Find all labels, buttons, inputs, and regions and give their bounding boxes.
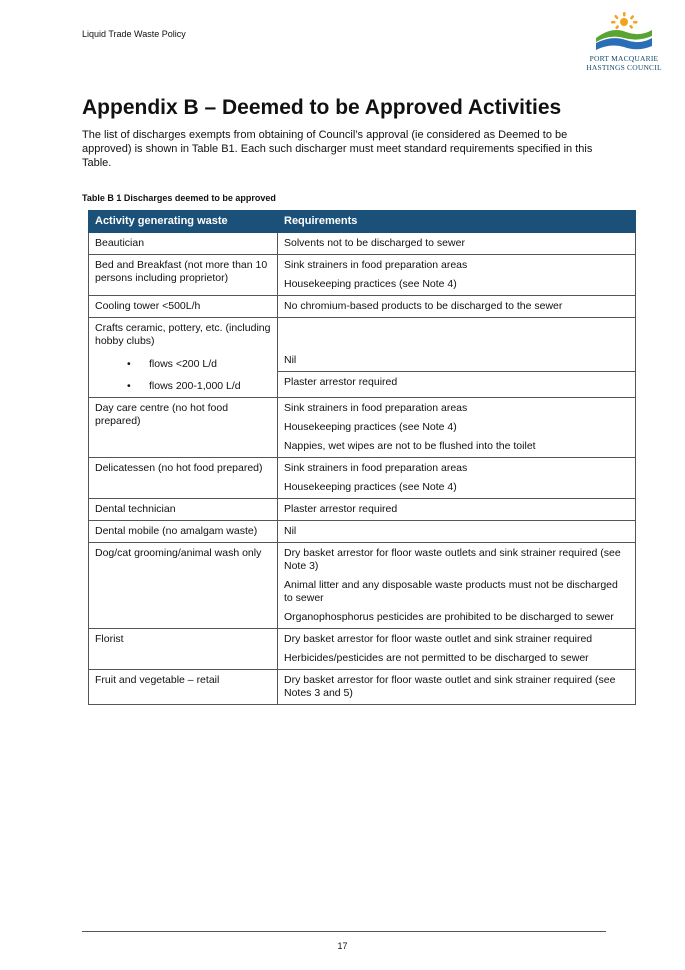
column-header-requirements: Requirements (278, 211, 636, 233)
requirement-item: Sink strainers in food preparation areas (284, 462, 468, 474)
table-row (89, 233, 636, 255)
sub-activity-label: flows <200 L/d (149, 358, 218, 370)
activity-cell (89, 318, 278, 398)
table-header-row (89, 211, 636, 233)
table-row (89, 255, 636, 296)
document-header-title: Liquid Trade Waste Policy (82, 29, 186, 39)
requirement-item: Solvents not to be discharged to sewer (284, 237, 465, 249)
table-row (89, 398, 636, 458)
table-caption: Table B 1 Discharges deemed to be approved (82, 193, 276, 203)
requirement-item: No chromium-based products to be discharged to the sewer (284, 300, 563, 312)
requirement-item: Sink strainers in food preparation areas (284, 259, 468, 271)
requirements-cell (278, 255, 636, 296)
requirements-cell (278, 521, 636, 543)
requirement-item: Housekeeping practices (see Note 4) (284, 278, 457, 290)
table-row (89, 670, 636, 705)
requirement-item: Dry basket arrestor for floor waste outlet and sink strainer required (284, 633, 593, 645)
page-number: 17 (337, 941, 348, 951)
requirement-item: Sink strainers in food preparation areas (284, 402, 468, 414)
requirement-item: Herbicides/pesticides are not permitted to be discharged to sewer (284, 652, 589, 664)
requirement-item: Nil (284, 525, 297, 537)
activity-cell: Florist (89, 629, 278, 670)
requirement-item: Dry basket arrestor for floor waste outlet and sink strainer required (see Notes 3 and 5) (284, 674, 616, 699)
bullet-icon: • (127, 358, 131, 370)
sub-activity-label: flows 200-1,000 L/d (149, 380, 241, 392)
requirements-cell (278, 398, 636, 458)
activity-cell: Cooling tower <500L/h (89, 296, 278, 318)
footer-divider (82, 931, 606, 932)
requirement-item: Housekeeping practices (see Note 4) (284, 481, 457, 493)
discharges-table (88, 210, 636, 705)
requirements-cell (278, 372, 636, 398)
table-row (89, 458, 636, 499)
activity-cell: Dental mobile (no amalgam waste) (89, 521, 278, 543)
activity-cell: Fruit and vegetable – retail (89, 670, 278, 705)
table-row (89, 629, 636, 670)
activity-cell: Dog/cat grooming/animal wash only (89, 543, 278, 629)
requirements-cell (278, 629, 636, 670)
logo-text-line-1: PORT MACQUARIE (589, 54, 659, 63)
activity-cell: Bed and Breakfast (not more than 10 persons including proprietor) (89, 255, 278, 296)
page-heading: Appendix B – Deemed to be Approved Activities (82, 96, 562, 119)
intro-paragraph: The list of discharges exempts from obtaining of Council’s approval (ie considered as Deemed to be approved) is shown in Table B1. Each such discharger must meet standard requirements specified in this Table. (82, 129, 593, 169)
requirement-item: Organophosphorus pesticides are prohibited to be discharged to sewer (284, 611, 614, 623)
table-row (89, 296, 636, 318)
sub-activity (95, 380, 271, 393)
requirements-cell (278, 296, 636, 318)
requirements-cell (278, 318, 636, 372)
activity-cell: Delicatessen (no hot food prepared) (89, 458, 278, 499)
requirement-item: Dry basket arrestor for floor waste outlets and sink strainer required (see Note 3) (284, 547, 621, 572)
activity-text: Crafts ceramic, pottery, etc. (including hobby clubs) (95, 322, 271, 347)
requirement-item: Nappies, wet wipes are not to be flushed into the toilet (284, 440, 536, 452)
requirements-cell (278, 670, 636, 705)
sub-activity (95, 358, 271, 371)
requirements-cell (278, 458, 636, 499)
requirement-item: Plaster arrestor required (284, 503, 398, 515)
requirement-item: Plaster arrestor required (284, 376, 398, 388)
requirements-cell (278, 543, 636, 629)
requirement-item: Animal litter and any disposable waste products must not be discharged to sewer (284, 579, 618, 604)
requirements-cell (278, 499, 636, 521)
table-row (89, 543, 636, 629)
table-row (89, 521, 636, 543)
requirement-item: Nil (284, 354, 297, 366)
bullet-icon: • (127, 380, 131, 392)
activity-cell: Dental technician (89, 499, 278, 521)
requirement-item: Housekeeping practices (see Note 4) (284, 421, 457, 433)
activity-cell: Beautician (89, 233, 278, 255)
activity-cell: Day care centre (no hot food prepared) (89, 398, 278, 458)
column-header-activity: Activity generating waste (89, 211, 278, 233)
table-row (89, 318, 636, 372)
table-row (89, 499, 636, 521)
logo-text-line-2: HASTINGS COUNCIL (586, 63, 662, 72)
council-logo-icon (592, 12, 656, 54)
requirements-cell (278, 233, 636, 255)
council-logo (578, 12, 670, 78)
